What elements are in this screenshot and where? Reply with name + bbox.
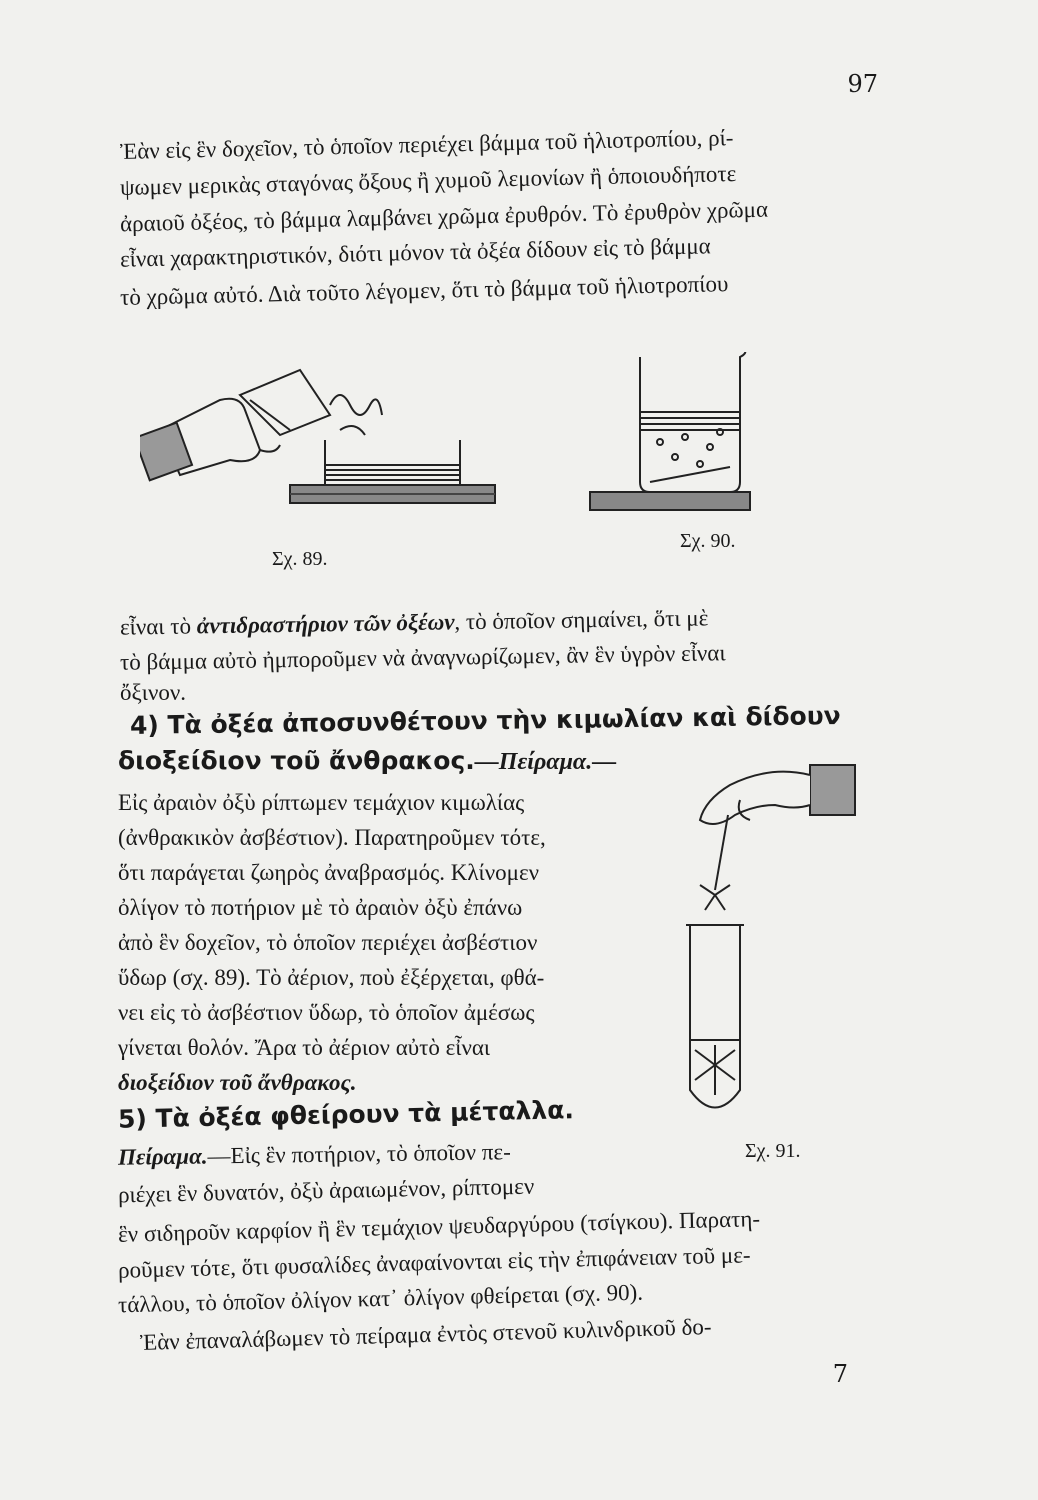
para1-line: Ἐὰν εἰς ἓν δοχεῖον, τὸ ὁποῖον περιέχει βάμμα τοῦ ἡλιοτροπίου, ρί- (119, 125, 734, 164)
para3-emphasis: διοξείδιον τοῦ ἄνθρακος. (118, 1070, 357, 1095)
para3-line: ὕδωρ (σχ. 89). Τὸ ἀέριον, ποὺ ἐξέρχεται, φθά- (118, 965, 545, 990)
para4-emphasis: Πείραμα. (117, 1143, 208, 1170)
figure-89-illustration (140, 360, 510, 530)
para1-line: ἀραιοῦ ὀξέος, τὸ βάμμα λαμβάνει χρῶμα ἐρυθρόν. Τὸ ἐρυθρὸν χρῶμα (119, 196, 769, 237)
section-4-heading: 4) Τὰ ὀξέα ἀποσυνθέτουν τὴν κιμωλίαν καὶ δίδουν (129, 701, 841, 740)
para3-line: Εἰς ἀραιὸν ὀξὺ ρίπτωμεν τεμάχιον κιμωλίας (118, 790, 525, 815)
para2-emphasis: ἀντιδραστήριον τῶν ὀξέων (196, 609, 455, 639)
section-5-heading: 5) Τὰ ὀξέα φθείρουν τὰ μέταλλα. (117, 1095, 575, 1134)
para3-line: νει εἰς τὸ ἀσβέστιον ὕδωρ, τὸ ὁποῖον ἀμέσως (118, 1000, 535, 1025)
para4-line: ριέχει ἓν δυνατόν, ὀξὺ ἀραιωμένον, ρίπτομεν (117, 1173, 535, 1208)
para4-line: τάλλου, τὸ ὁποῖον ὀλίγον κατ᾿ ὀλίγον φθείρεται (σχ. 90). (117, 1279, 644, 1318)
figure-90-caption: Σχ. 90. (680, 530, 736, 552)
figure-91-illustration (680, 760, 860, 1130)
para3-line (118, 1068, 357, 1098)
para2-rest: , τὸ ὁποῖον σημαίνει, ὅτι μὲ (454, 605, 709, 635)
para4-line: ἓν σιδηροῦν καρφίον ἢ ἓν τεμάχιον ψευδαργύρου (τσίγκου). Παρατη- (117, 1206, 761, 1247)
para2-line: ὄξινον. (120, 680, 186, 705)
para4-line (118, 1137, 511, 1172)
section-4-heading-line2 (118, 746, 616, 776)
experiment-label: —Πείραμα.— (474, 749, 617, 775)
para3-line: ὀλίγον τὸ ποτήριον μὲ τὸ ἀραιὸν ὀξὺ ἐπάνω (118, 895, 523, 920)
para3-line: γίνεται θολόν. Ἄρα τὸ ἀέριον αὐτὸ εἶναι (118, 1035, 491, 1060)
para1-line: τὸ χρῶμα αὐτό. Διὰ τοῦτο λέγομεν, ὅτι τὸ βάμμα τοῦ ἡλιοτροπίου (119, 271, 729, 310)
page-number: 97 (847, 70, 878, 98)
section-4-heading-text: διοξείδιον τοῦ ἄνθρακος. (118, 746, 475, 775)
para2-line (120, 603, 709, 642)
para3-line: (ἀνθρακικὸν ἀσβέστιον). Παρατηροῦμεν τότε, (118, 825, 546, 850)
para4-line: ροῦμεν τότε, ὅτι φυσαλίδες ἀναφαίνονται εἰς τὴν ἐπιφάνειαν τοῦ με- (117, 1242, 751, 1283)
para1-line: ψωμεν μερικὰς σταγόνας ὄξους ἢ χυμοῦ λεμονίων ἢ ὁποιουδήποτε (119, 161, 737, 200)
para2-start: εἶναι τὸ (119, 613, 197, 640)
para3-line: ἀπὸ ἓν δοχεῖον, τὸ ὁποῖον περιέχει ἀσβέστιον (118, 930, 538, 955)
figure-90-illustration (580, 352, 770, 522)
para2-line: τὸ βάμμα αὐτὸ ἠμποροῦμεν νὰ ἀναγνωρίζωμεν, ἂν ἓν ὑγρὸν εἶναι (119, 640, 726, 675)
para1-line: εἶναι χαρακτηριστικόν, διότι μόνον τὰ ὀξέα δίδουν εἰς τὸ βάμμα (119, 233, 711, 272)
para4-line: Ἐὰν ἐπαναλάβωμεν τὸ πείραμα ἐντὸς στενοῦ κυλινδρικοῦ δο- (139, 1314, 712, 1355)
para4-line1-rest: —Εἰς ἓν ποτήριον, τὸ ὁποῖον πε- (207, 1139, 511, 1169)
figure-89-caption: Σχ. 89. (272, 548, 328, 570)
para3-line: ὅτι παράγεται ζωηρὸς ἀναβρασμός. Κλίνομεν (118, 860, 540, 885)
figure-91-caption: Σχ. 91. (745, 1140, 801, 1162)
signature-mark: 7 (832, 1360, 848, 1388)
